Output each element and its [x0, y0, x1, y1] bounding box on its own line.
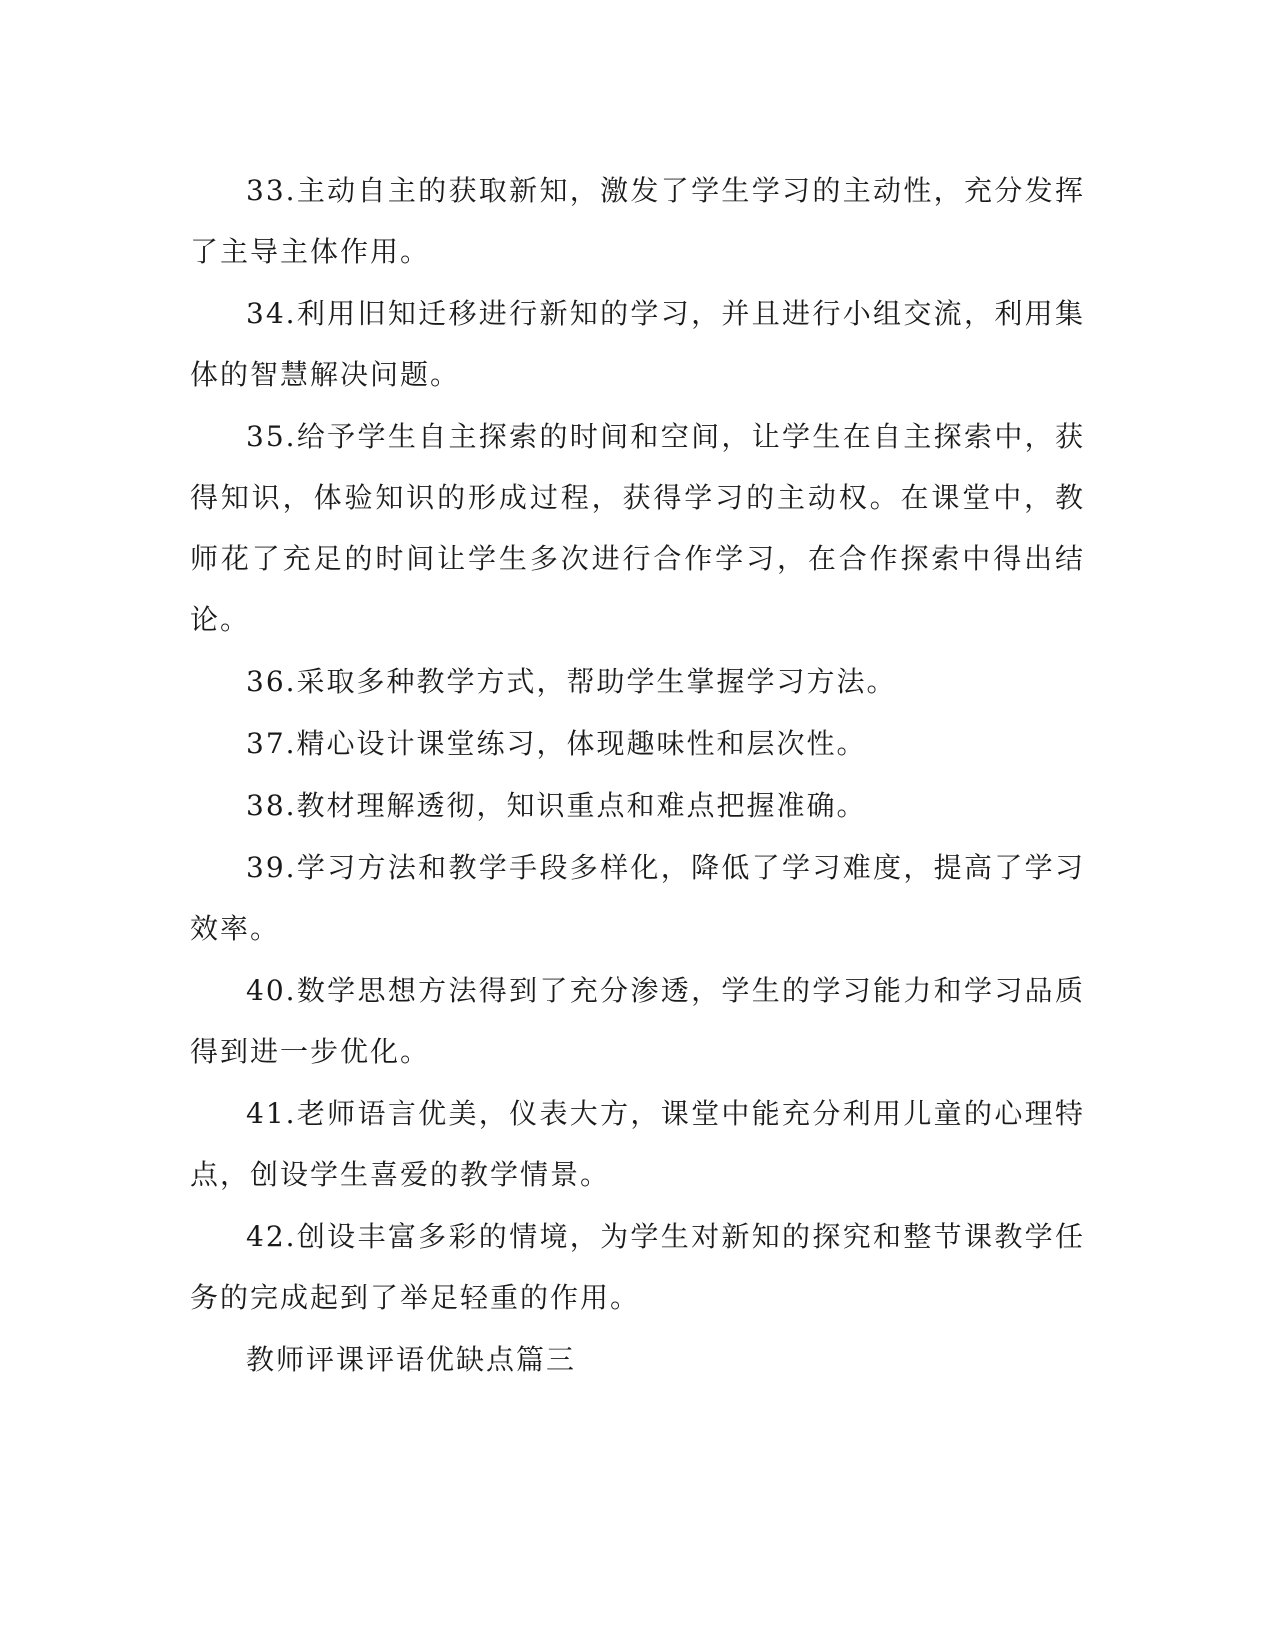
section-heading: 教师评课评语优缺点篇三 — [246, 1343, 577, 1376]
paragraph-40: 40.数学思想方法得到了充分渗透，学生的学习能力和学习品质得到进一步优化。 — [190, 974, 1085, 1068]
paragraph-35: 35.给予学生自主探索的时间和空间，让学生在自主探索中，获得知识，体验知识的形成过程，获得学习的主动权。在课堂中，教师花了充足的时间让学生多次进行合作学习，在合作探索中得出结论。 — [190, 420, 1085, 636]
paragraph-42: 42.创设丰富多彩的情境，为学生对新知的探究和整节课教学任务的完成起到了举足轻重的作用。 — [190, 1220, 1085, 1314]
document-body — [190, 160, 1085, 1390]
paragraph-38: 38.教材理解透彻，知识重点和难点把握准确。 — [246, 789, 867, 822]
paragraph-34: 34.利用旧知迁移进行新知的学习，并且进行小组交流，利用集体的智慧解决问题。 — [190, 297, 1085, 391]
paragraph-37: 37.精心设计课堂练习，体现趣味性和层次性。 — [246, 727, 867, 760]
paragraph-39: 39.学习方法和教学手段多样化，降低了学习难度，提高了学习效率。 — [190, 851, 1085, 945]
paragraph-36: 36.采取多种教学方式，帮助学生掌握学习方法。 — [246, 665, 897, 698]
paragraph-33: 33.主动自主的获取新知，激发了学生学习的主动性，充分发挥了主导主体作用。 — [190, 174, 1085, 268]
paragraph-41: 41.老师语言优美，仪表大方，课堂中能充分利用儿童的心理特点，创设学生喜爱的教学情景。 — [190, 1097, 1085, 1191]
